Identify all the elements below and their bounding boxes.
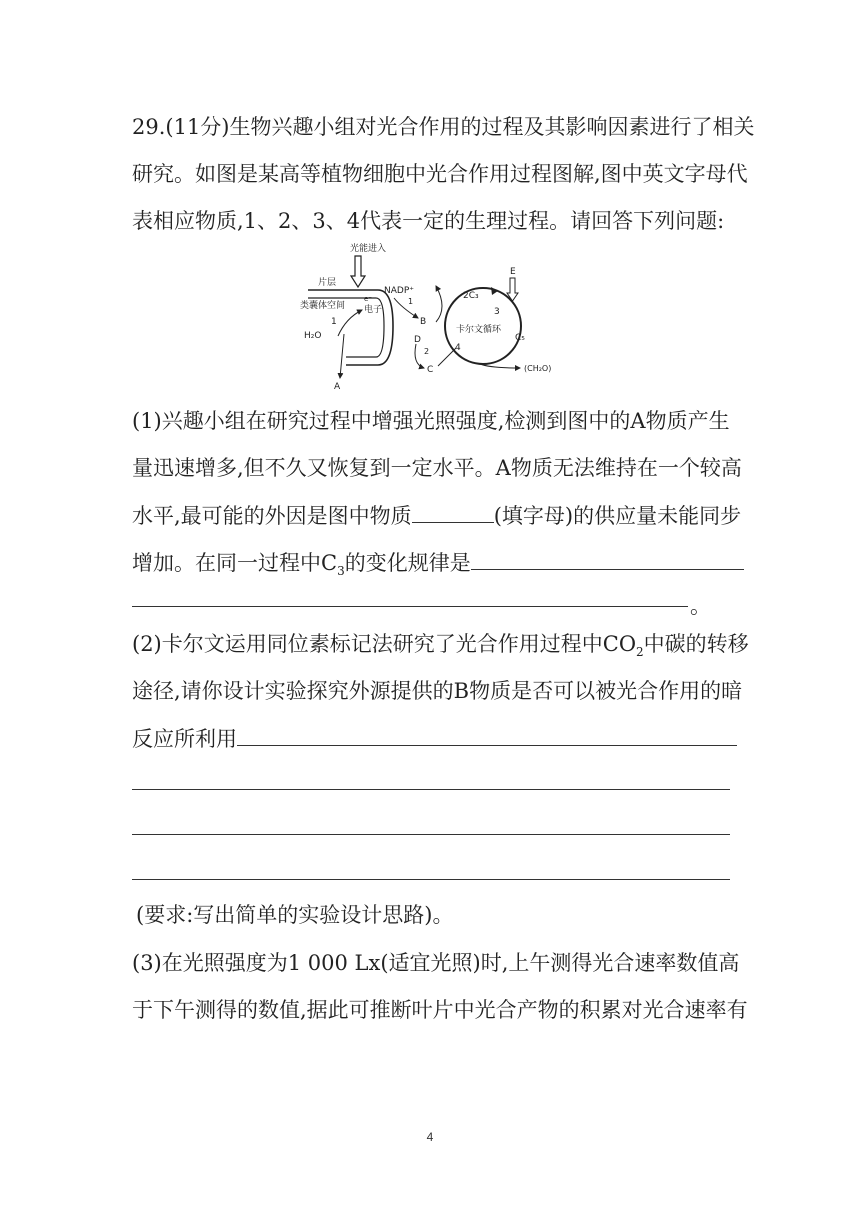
- part1-line-3a: 水平,最可能的外因是图中物质: [132, 504, 412, 528]
- c3-label: 2C₃: [463, 291, 479, 301]
- calvin-cycle-label: 卡尔文循环: [456, 325, 502, 335]
- part1-line-3: [132, 500, 741, 530]
- substance-d-label: D: [414, 335, 421, 345]
- part2-line-3: [132, 723, 737, 753]
- answer-blank-experiment[interactable]: [237, 723, 737, 746]
- substance-e-label: E: [510, 267, 516, 277]
- h2o-label: H₂O: [304, 331, 322, 341]
- c5-label: C₅: [515, 333, 525, 343]
- substance-a-label: A: [334, 382, 341, 392]
- process-1b-label: 1: [408, 297, 414, 306]
- part1-line-4b: 的变化规律是: [344, 551, 471, 575]
- part2-requirement: (要求:写出简单的实验设计思路)。: [136, 903, 454, 927]
- answer-line-experiment-2[interactable]: [132, 789, 730, 790]
- part2-line-2: 途径,请你设计实验探究外源提供的B物质是否可以被光合作用的暗: [132, 679, 743, 703]
- part3-line-2: 于下午测得的数值,据此可推断叶片中光合产物的积累对光合速率有: [132, 998, 748, 1022]
- part1-line-2: 量迅速增多,但不久又恢复到一定水平。A物质无法维持在一个较高: [132, 456, 742, 480]
- c3-subscript: 3: [337, 564, 345, 579]
- answer-line-experiment-3[interactable]: [132, 834, 730, 835]
- question-line-3: 表相应物质,1、2、3、4代表一定的生理过程。请回答下列问题:: [132, 209, 725, 233]
- question-line-2: 研究。如图是某高等植物细胞中光合作用过程图解,图中英文字母代: [132, 162, 748, 186]
- part1-line-1: (1)兴趣小组在研究过程中增强光照强度,检测到图中的A物质产生: [132, 409, 730, 433]
- substance-c-label: C: [427, 365, 434, 375]
- answer-blank-substance[interactable]: [412, 500, 494, 523]
- light-in-arrow-icon: [351, 256, 365, 287]
- water-split-arrow: [338, 310, 362, 336]
- part2-line-1b: 中碳的转移: [643, 632, 749, 656]
- part1-line-3b: (填字母)的供应量未能同步: [493, 504, 742, 528]
- part2-line-1: [132, 630, 749, 666]
- electron-label: 电子: [364, 305, 383, 315]
- thylakoid-space-label: 类囊体空间: [300, 301, 346, 311]
- electron-symbol: e⁻: [364, 295, 373, 303]
- question-line-1: 29.(11分)生物兴趣小组对光合作用的过程及其影响因素进行了相关: [132, 115, 755, 139]
- part1-period: 。: [690, 594, 711, 618]
- page-number: 4: [426, 1130, 434, 1144]
- part1-line-4: [132, 547, 744, 585]
- photosynthesis-diagram: [298, 238, 568, 393]
- co2-subscript: 2: [636, 645, 644, 660]
- answer-line-experiment-4[interactable]: [132, 879, 730, 880]
- part3-line-1: (3)在光照强度为1 000 Lx(适宜光照)时,上午测得光合速率数值高: [132, 951, 740, 975]
- nadp-label: NADP⁺: [384, 286, 414, 296]
- ch2o-label: (CH₂O): [524, 364, 552, 373]
- part2-line-1a: (2)卡尔文运用同位素标记法研究了光合作用过程中CO: [132, 632, 637, 656]
- process-1-label: 1: [331, 317, 337, 327]
- part2-line-3a: 反应所利用: [132, 727, 237, 751]
- part1-line-4a: 增加。在同一过程中C: [132, 551, 338, 575]
- process-3-label: 3: [494, 307, 500, 317]
- answer-blank-c3-change[interactable]: [471, 547, 744, 570]
- process-2-label: 2: [424, 347, 430, 356]
- substance-b-label: B: [420, 317, 427, 327]
- process-4-label: 4: [455, 343, 461, 353]
- lamella-label: 片层: [318, 278, 337, 288]
- light-in-label: 光能进入: [350, 244, 387, 254]
- answer-line-c3-change-cont[interactable]: [132, 606, 688, 607]
